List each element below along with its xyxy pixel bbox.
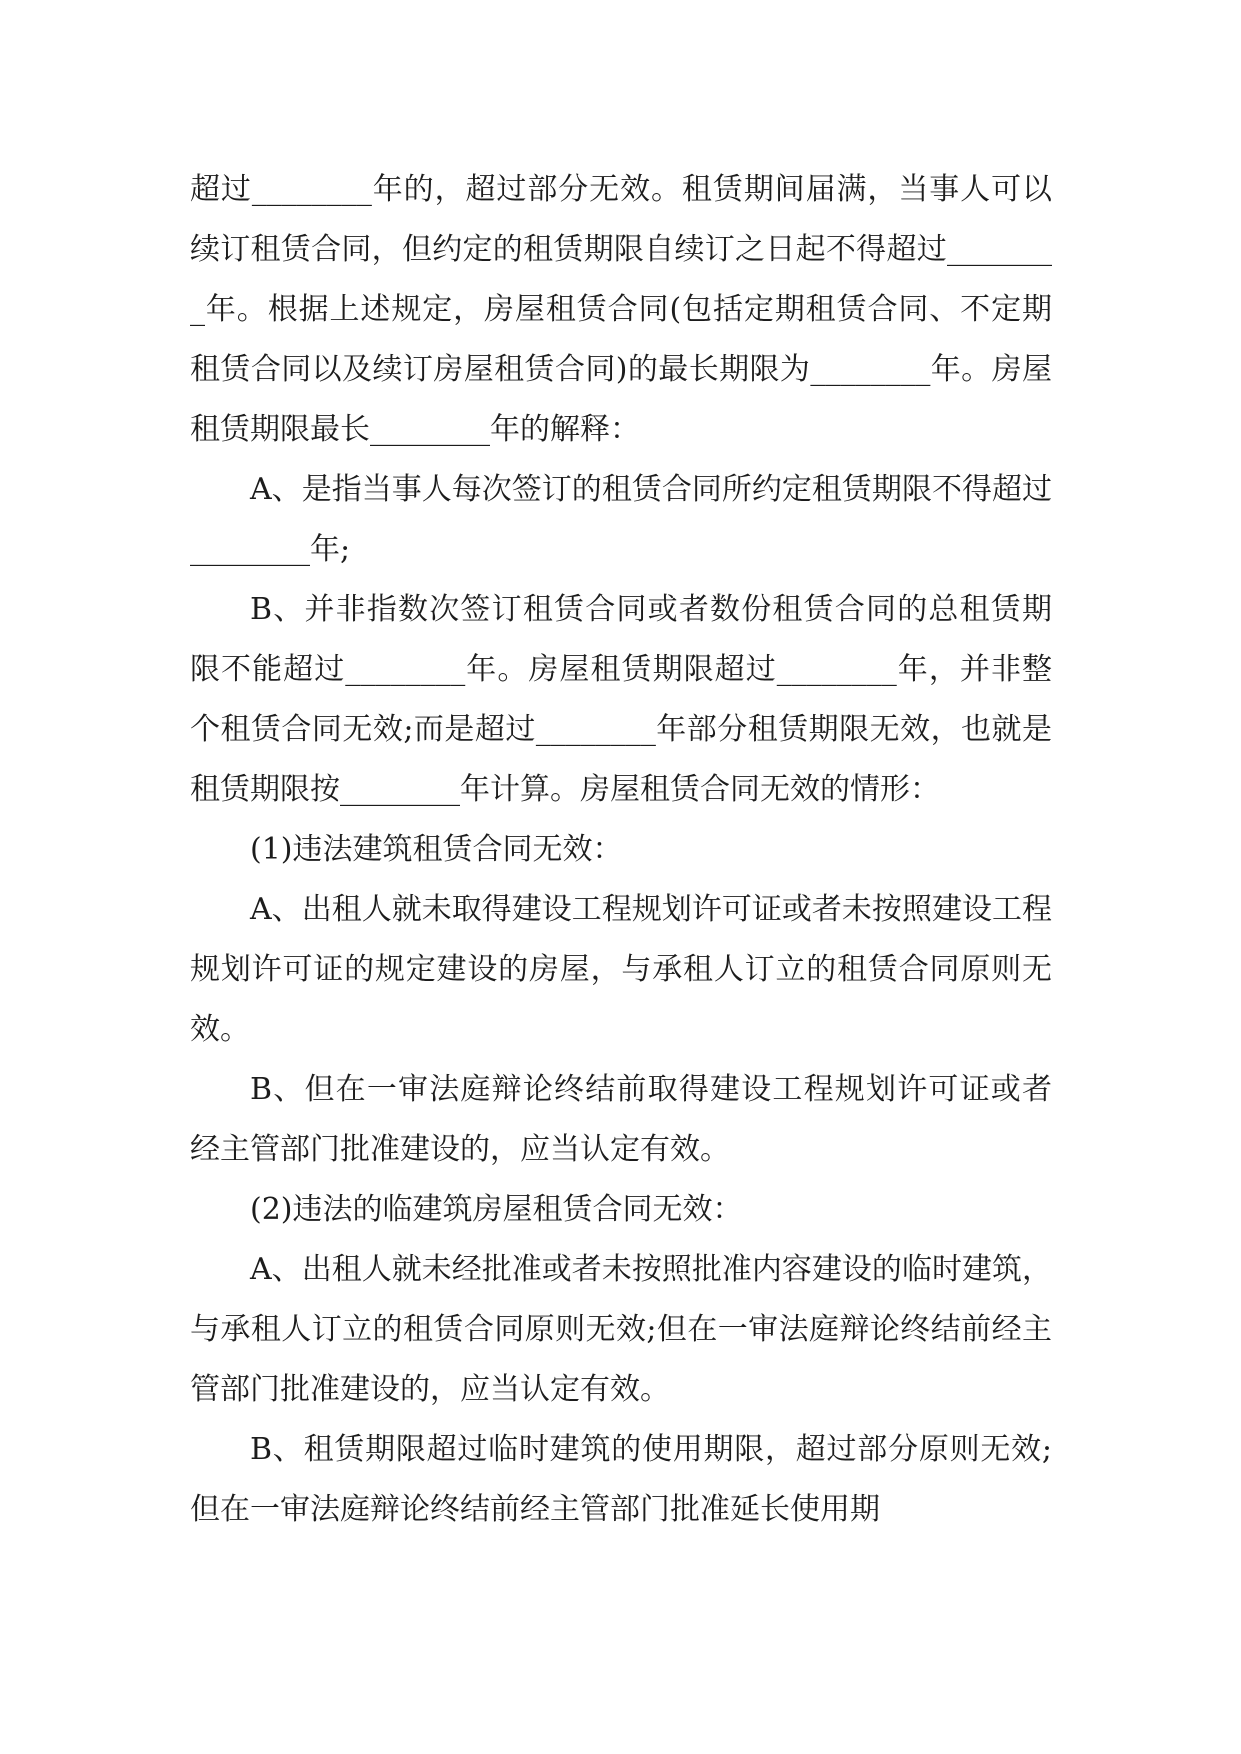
paragraph-item-a-annual-limit: A、是指当事人每次签订的租赁合同所约定租赁期限不得超过________年; [190, 472, 1052, 567]
paragraph-item-b-total-term: B、并非指数次签订租赁合同或者数份租赁合同的总租赁期限不能超过________年。房屋租赁期限超过________年，并非整个租赁合同无效;而是超过________年部分租赁期限无效，也就是租赁期限按________年计算。房屋租赁合同无效的情形： [190, 592, 1052, 807]
document-body [190, 160, 1052, 1540]
section-heading-illegal-building: (1)违法建筑租赁合同无效： [250, 832, 623, 867]
paragraph-temporary-building-a: A、出租人就未经批准或者未按照批准内容建设的临时建筑，与承租人订立的租赁合同原则无效;但在一审法庭辩论终结前经主管部门批准建设的，应当认定有效。 [190, 1252, 1052, 1407]
paragraph-continuation: 超过________年的，超过部分无效。租赁期间届满，当事人可以续订租赁合同，但约定的租赁期限自续订之日起不得超过________年。根据上述规定，房屋租赁合同(包括定期租赁合同、不定期租赁合同以及续订房屋租赁合同)的最长期限为________年。房屋租赁期限最长________年的解释： [190, 172, 1052, 447]
paragraph-illegal-building-a: A、出租人就未取得建设工程规划许可证或者未按照建设工程规划许可证的规定建设的房屋，与承租人订立的租赁合同原则无效。 [190, 892, 1052, 1047]
paragraph-illegal-building-b: B、但在一审法庭辩论终结前取得建设工程规划许可证或者经主管部门批准建设的，应当认定有效。 [190, 1072, 1052, 1167]
section-heading-temporary-building: (2)违法的临建筑房屋租赁合同无效： [250, 1192, 743, 1227]
paragraph-temporary-building-b: B、租赁期限超过临时建筑的使用期限，超过部分原则无效;但在一审法庭辩论终结前经主管部门批准延长使用期 [190, 1432, 1052, 1527]
